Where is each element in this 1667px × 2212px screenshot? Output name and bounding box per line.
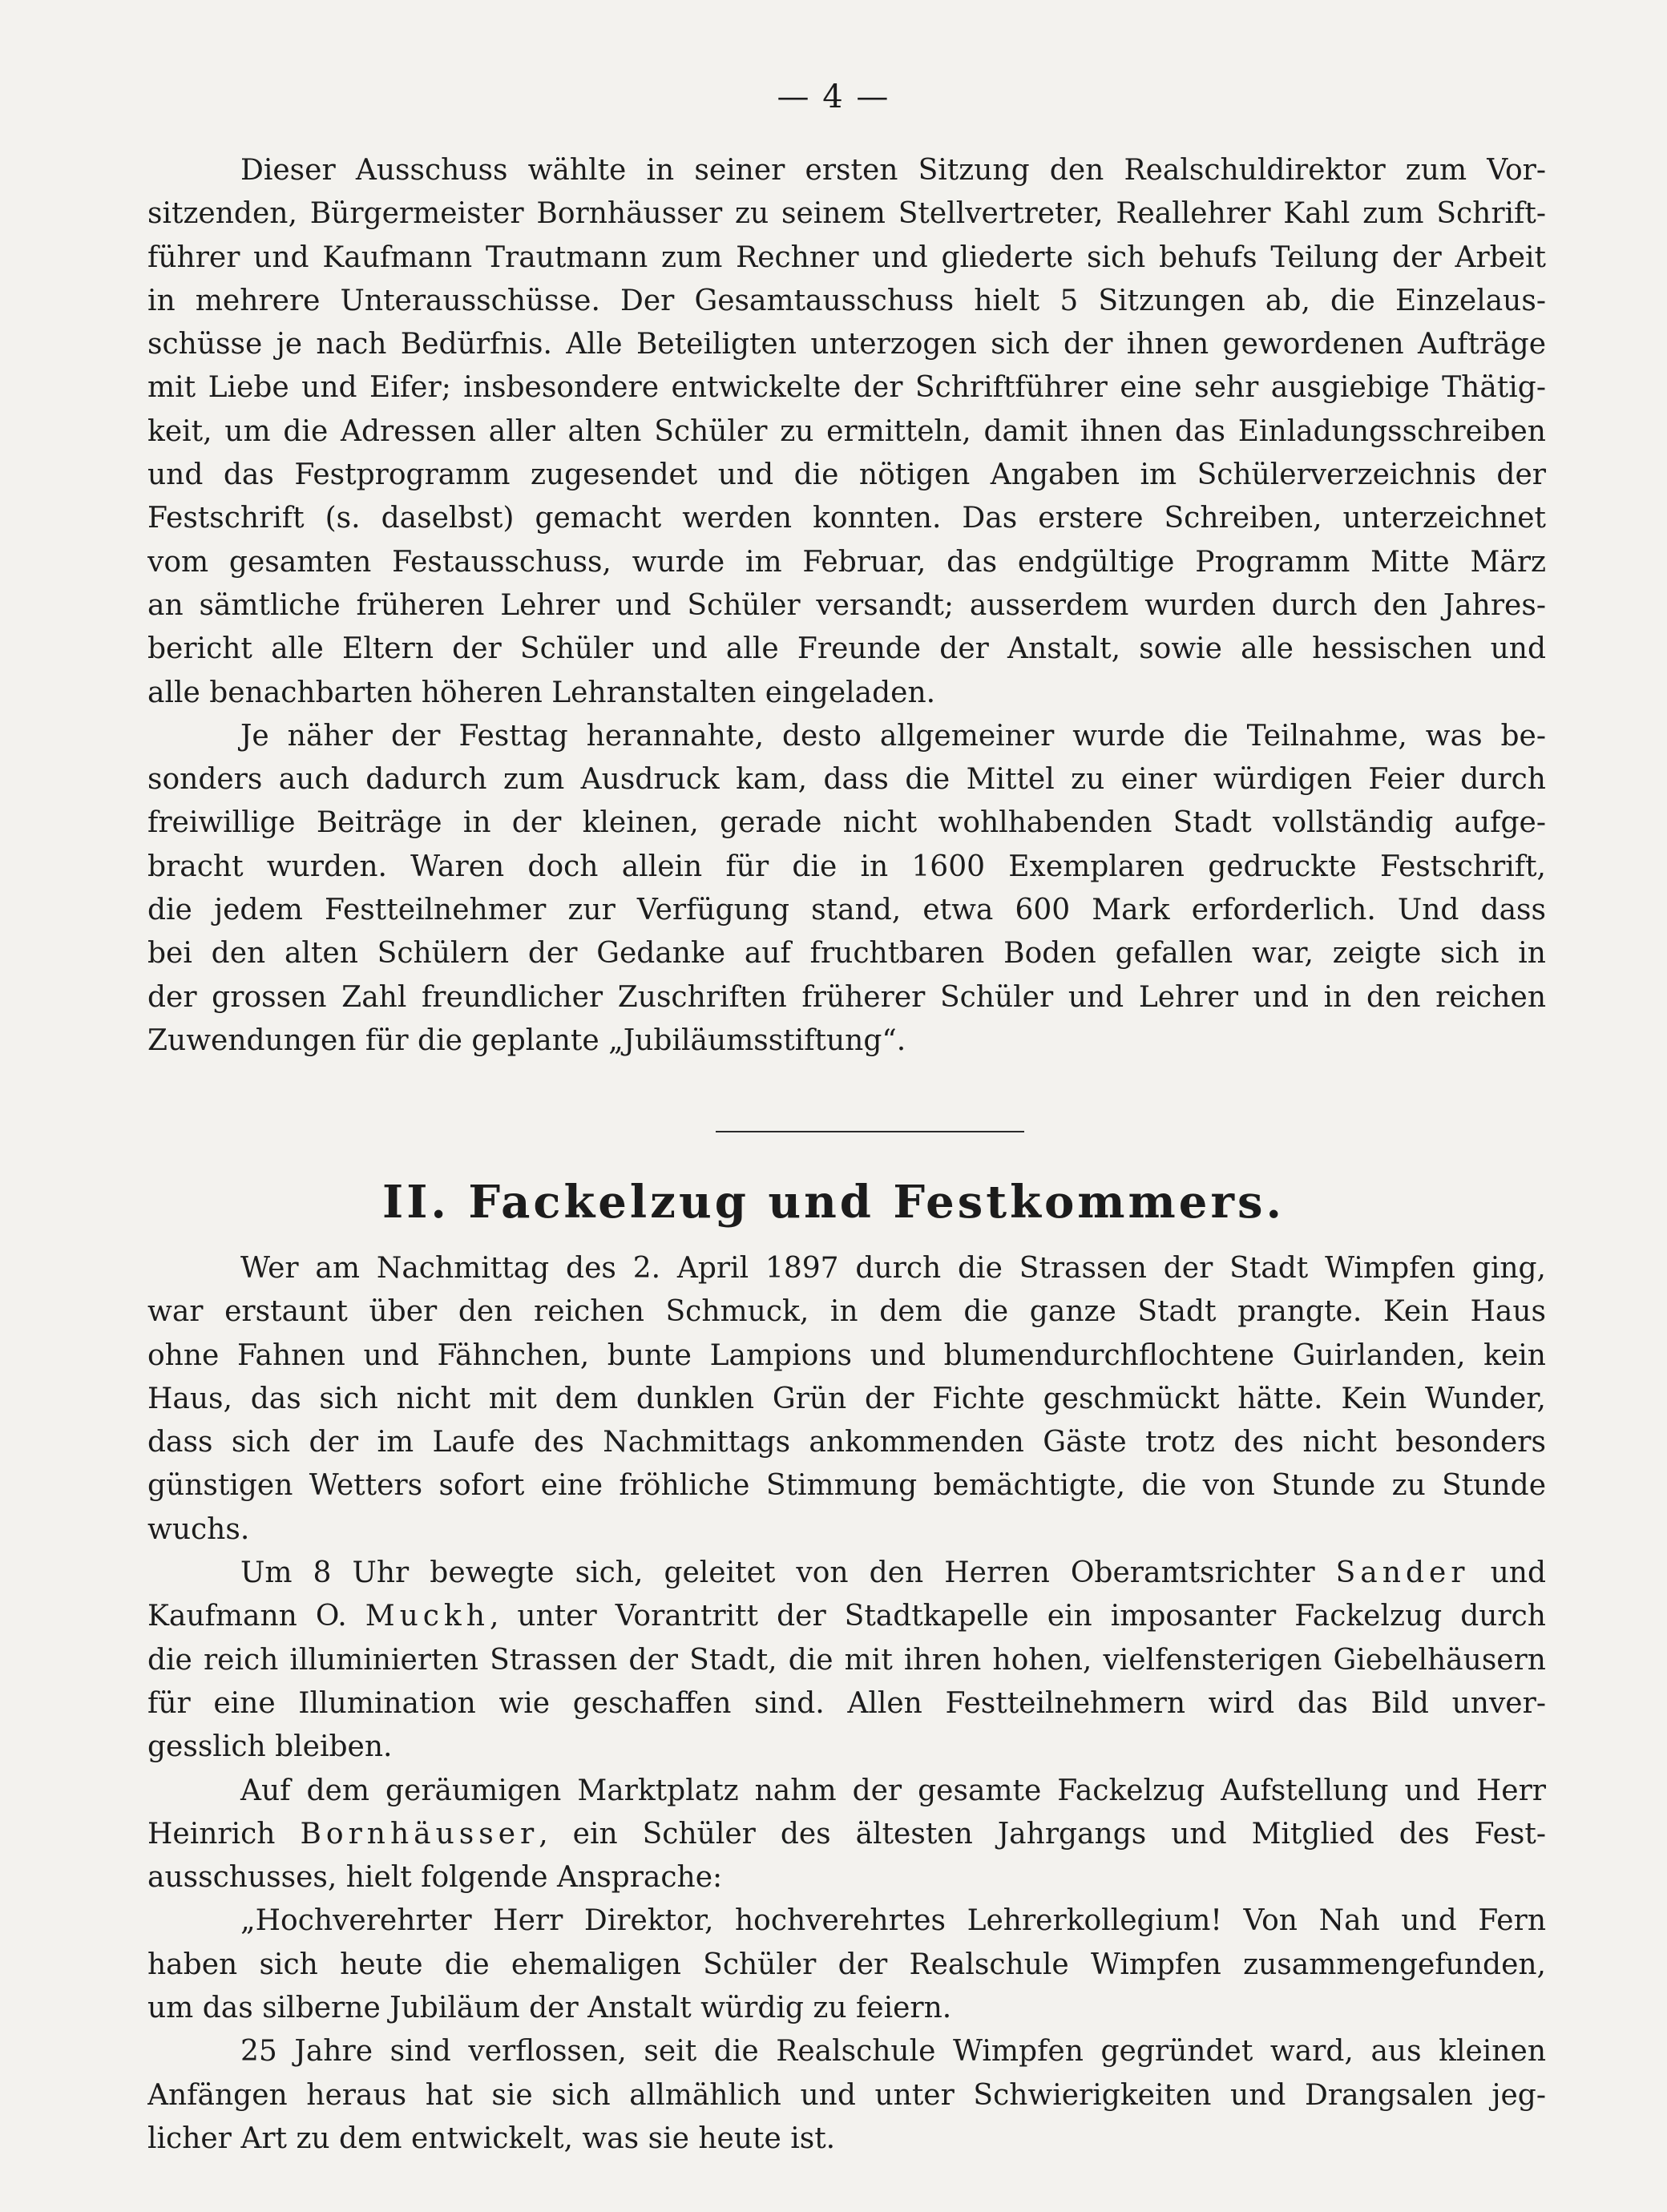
text-segment: , ein Schüler des ältesten Jahrgangs und Mitglied des Fest-	[539, 1817, 1546, 1851]
text-line: Auf dem geräumigen Marktplatz nahm der gesamte Fackelzug Aufstellung und Herr	[240, 1774, 1546, 1807]
text-line: günstigen Wetters sofort eine fröhliche Stimmung bemächtigte, die von Stunde zu Stunde	[147, 1469, 1546, 1503]
text-line	[147, 1552, 1546, 1595]
text-line: Je näher der Festtag herannahte, desto allgemeiner wurde die Teilnahme, was be-	[240, 719, 1546, 753]
text-line: vom gesamten Festausschuss, wurde im Februar, das endgültige Programm Mitte März	[147, 545, 1546, 579]
text-line: Zuwendungen für die geplante „Jubiläumsstiftung“.	[147, 1023, 906, 1057]
text-line: sitzenden, Bürgermeister Bornhäusser zu seinem Stellvertreter, Reallehrer Kahl zum Schrift-	[147, 197, 1546, 231]
section-heading: II. Fackelzug und Festkommers.	[382, 1176, 1285, 1229]
text-line: ausschusses, hielt folgende Ansprache:	[147, 1861, 723, 1895]
paragraph-participation	[147, 715, 1546, 1063]
text-line: führer und Kaufmann Trautmann zum Rechner und gliederte sich behufs Teilung der Arbeit	[147, 240, 1546, 274]
text-line: keit, um die Adressen aller alten Schüler zu ermitteln, damit ihnen das Einladungsschreiben	[147, 414, 1546, 448]
text-line: mit Liebe und Eifer; insbesondere entwickelte der Schriftführer eine sehr ausgiebige Thätig-	[147, 371, 1546, 405]
text-line: und das Festprogramm zugesendet und die nötigen Angaben im Schülerverzeichnis der	[147, 458, 1546, 492]
paragraph-marketplace	[147, 1770, 1546, 1900]
person-name: Muckh	[365, 1600, 490, 1633]
text-line: bei den alten Schülern der Gedanke auf fruchtbaren Boden gefallen war, zeigte sich in	[147, 937, 1546, 971]
text-line: ohne Fahnen und Fähnchen, bunte Lampions und blumendurchflochtene Guirlanden, kein	[147, 1338, 1546, 1372]
text-line: Dieser Ausschuss wählte in seiner ersten Sitzung den Realschuldirektor zum Vor-	[240, 154, 1546, 187]
person-name: Sander	[1335, 1556, 1470, 1590]
text-line: 25 Jahre sind verflossen, seit die Realschule Wimpfen gegründet ward, aus kleinen	[240, 2035, 1546, 2069]
page-number: — 4 —	[777, 79, 890, 115]
text-line: an sämtliche früheren Lehrer und Schüler versandt; ausserdem wurden durch den Jahres-	[147, 588, 1546, 622]
paragraph-committee	[147, 149, 1546, 715]
text-line: die jedem Festteilnehmer zur Verfügung stand, etwa 600 Mark erforderlich. Und dass	[147, 894, 1546, 927]
text-line	[147, 1813, 1546, 1856]
text-line: alle benachbarten höheren Lehranstalten eingeladen.	[147, 676, 936, 709]
paragraph-speech-history	[147, 2030, 1546, 2161]
text-segment: Heinrich	[147, 1817, 276, 1851]
text-line: für eine Illumination wie geschaffen sind. Allen Festteilnehmern wird das Bild unver-	[147, 1686, 1546, 1720]
text-line: Anfängen heraus hat sie sich allmählich und unter Schwierigkeiten und Drangsalen jeg-	[147, 2078, 1546, 2112]
section-divider	[716, 1131, 1024, 1132]
text-line: „Hochverehrter Herr Direktor, hochverehrtes Lehrerkollegium! Von Nah und Fern	[240, 1904, 1546, 1938]
text-line: bracht wurden. Waren doch allein für die in 1600 Exemplaren gedruckte Festschrift,	[147, 850, 1546, 883]
paragraph-decoration	[147, 1247, 1546, 1552]
paragraph-torchlight	[147, 1552, 1546, 1769]
text-line: Festschrift (s. daselbst) gemacht werden konnten. Das erstere Schreiben, unterzeichnet	[147, 502, 1546, 535]
text-line: freiwillige Beiträge in der kleinen, gerade nicht wohlhabenden Stadt vollständig aufge-	[147, 806, 1546, 840]
text-segment: , unter Vorantritt der Stadtkapelle ein imposanter Fackelzug durch	[489, 1600, 1546, 1633]
text-segment: und	[1490, 1556, 1546, 1590]
text-line: bericht alle Eltern der Schüler und alle Freunde der Anstalt, sowie alle hessischen und	[147, 632, 1546, 666]
text-segment: Um 8 Uhr bewegte sich, geleitet von den Herren Oberamtsrichter	[240, 1556, 1315, 1590]
text-line: war erstaunt über den reichen Schmuck, in dem die ganze Stadt prangte. Kein Haus	[147, 1295, 1546, 1329]
text-line: dass sich der im Laufe des Nachmittags ankommenden Gäste trotz des nicht besonders	[147, 1426, 1546, 1459]
text-line: schüsse je nach Bedürfnis. Alle Beteiligten unterzogen sich der ihnen gewordenen Aufträge	[147, 328, 1546, 361]
text-line: die reich illuminierten Strassen der Stadt, die mit ihren hohen, vielfensterigen Giebelhäusern	[147, 1643, 1546, 1677]
text-line: wuchs.	[147, 1512, 250, 1546]
text-line: Wer am Nachmittag des 2. April 1897 durch die Strassen der Stadt Wimpfen ging,	[240, 1252, 1546, 1285]
text-segment: Kaufmann O.	[147, 1600, 347, 1633]
text-line: der grossen Zahl freundlicher Zuschriften früherer Schüler und Lehrer und in den reichen	[147, 980, 1546, 1014]
paragraph-speech-opening	[147, 1899, 1546, 2030]
text-line	[147, 1595, 1546, 1638]
person-name: Bornhäusser	[300, 1817, 539, 1851]
section-1-body	[147, 149, 1546, 1063]
text-line: licher Art zu dem entwickelt, was sie heute ist.	[147, 2121, 836, 2155]
text-line: in mehrere Unterausschüsse. Der Gesamtausschuss hielt 5 Sitzungen ab, die Einzelaus-	[147, 284, 1546, 317]
section-2-body	[147, 1247, 1546, 2161]
text-line: Haus, das sich nicht mit dem dunklen Grün der Fichte geschmückt hätte. Kein Wunder,	[147, 1382, 1546, 1415]
text-line: sonders auch dadurch zum Ausdruck kam, dass die Mittel zu einer würdigen Feier durch	[147, 763, 1546, 797]
text-line: um das silberne Jubiläum der Anstalt würdig zu feiern.	[147, 1992, 952, 2025]
text-line: gesslich bleiben.	[147, 1730, 393, 1764]
text-line: haben sich heute die ehemaligen Schüler der Realschule Wimpfen zusammengefunden,	[147, 1948, 1546, 1981]
